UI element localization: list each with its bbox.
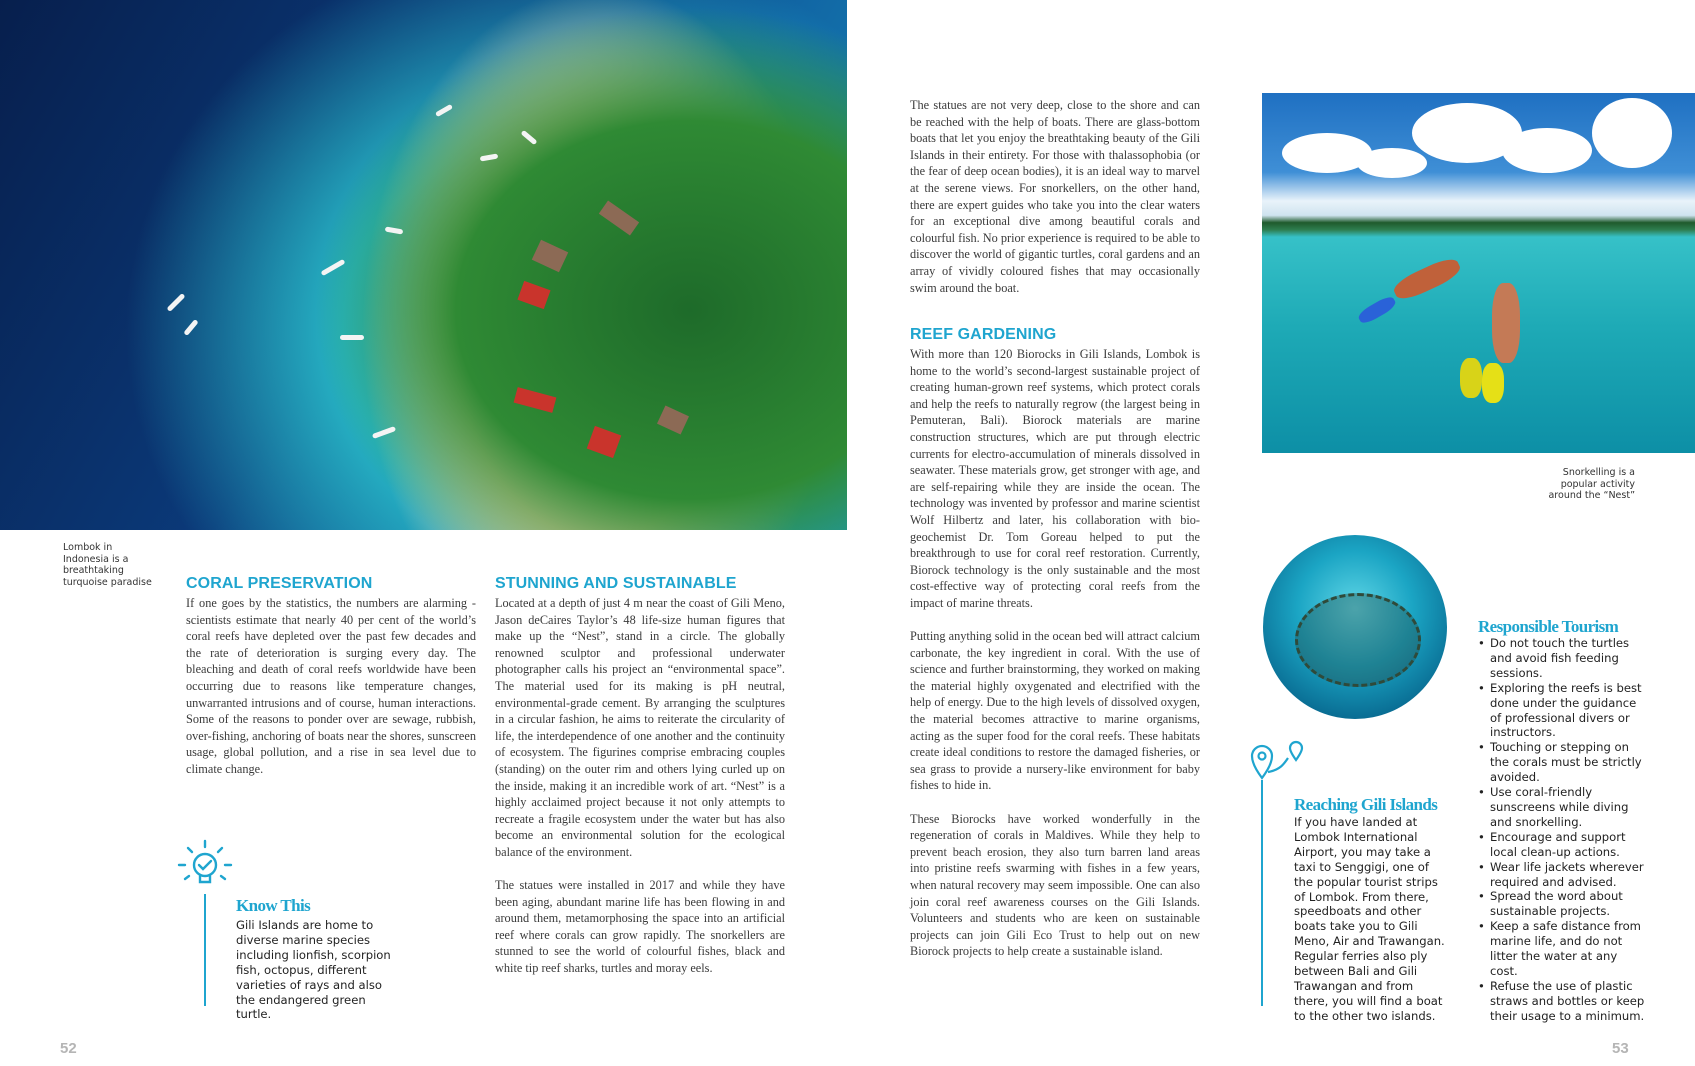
list-item: • Encourage and support local clean-up actions. bbox=[1478, 830, 1648, 860]
list-item: • Spread the word about sustainable projects. bbox=[1478, 889, 1648, 919]
page-number-left: 52 bbox=[60, 1040, 77, 1057]
aerial-beach-photo bbox=[0, 0, 847, 530]
snorkelling-photo-caption: Snorkelling is a popular activity around the “Nest” bbox=[1548, 467, 1635, 501]
list-item: • Do not touch the turtles and avoid fish feeding sessions. bbox=[1478, 636, 1648, 681]
list-item: • Exploring the reefs is best done under the guidance of professional divers or instructors. bbox=[1478, 681, 1648, 741]
reaching-rule bbox=[1261, 780, 1263, 1006]
coral-preservation-text bbox=[186, 595, 476, 794]
aerial-photo-caption: Lombok in Indonesia is a breathtaking turquoise paradise bbox=[63, 542, 152, 588]
responsible-tourism-list bbox=[1478, 636, 1648, 1024]
list-item: • Keep a safe distance from marine life, and do not litter the water at any cost. bbox=[1478, 919, 1648, 979]
map-pin-icon bbox=[1248, 740, 1308, 782]
stunning-text bbox=[495, 595, 785, 993]
right-intro-text bbox=[910, 97, 1200, 313]
coral-preservation-paragraph: If one goes by the statistics, the numbers are alarming - scientists estimate that nearly 40 per cent of the world’s coral reefs have depleted over the past few decades and the rate of deterioration is surging every day. The bleaching and death of coral reefs worldwide have been occurring due to reasons like temperature changes, unwarranted intrusions and of course, human interactions. Some of the reasons to ponder over are sewage, rubbish, over-fishing, anchoring of boats near the shores, sunscreen usage, global pollution, and a rise in sea level due to climate change. bbox=[186, 596, 476, 776]
know-this-heading: Know This bbox=[236, 896, 311, 915]
stunning-paragraph-1: Located at a depth of just 4 m near the coast of Gili Meno, Jason deCaires Taylor’s 48 life-size human figures that make up the “Nest”, stand in a circle. The globally renowned sculptor and professional underwater photographer calls his project an “environmental space”. The material used for its making is pH neutral, environmental-grade cement. By arranging the sculptures in a circular fashion, he aims to reiterate the circularity of life, the interdependence of one another and the continuity of ecosystem. The figurines comprise embracing couples (standing) on the outer rim and others lying curled up on the inside, making it an incredible work of art. “Nest” is a highly acclaimed project because it not only attempts to recreate a fragile ecosystem under the water but has also become an environmental solution for the ecological balance of the environment. bbox=[495, 596, 785, 859]
intro-paragraph: The statues are not very deep, close to the shore and can be reached with the help of boats. There are glass-bottom boats that let you enjoy the breathtaking beauty of the Gili Islands in their entirety. For those with thalassophobia (or the fear of deep ocean bodies), it is an ideal way to marvel at the serene views. For snorkellers, on the other hand, there are expert guides who take you into the clear waters for an exceptional dive among beautiful corals and colourful fish. No prior experience is required to be able to discover the world of gigantic turtles, coral gardens and an array of vividly coloured fishes that may occasionally swim around the boat. bbox=[910, 98, 1200, 295]
responsible-tourism-heading: Responsible Tourism bbox=[1478, 617, 1619, 636]
reef-paragraph-2: Putting anything solid in the ocean bed will attract calcium carbonate, the key ingredient in coral. With the use of science and further brainstorming, they worked on making the material highly oxygenated and electrified with the help of energy. Due to the high levels of dissolved oxygen, the material becomes attractive to marine organisms, acting as the super food for the coral reefs. These habitats create ideal conditions to restore the damaged fisheries, or sea grass to provide a nursery-like environment for baby fishes to hide in. bbox=[910, 629, 1200, 793]
lightbulb-icon bbox=[176, 838, 234, 896]
snorkelling-photo bbox=[1262, 93, 1695, 453]
reef-paragraph-3: These Biorocks have worked wonderfully in the regeneration of corals in Maldives. While they help to prevent beach erosion, they also turn barren land areas into pristine reefs swarming with fishes in a few years, when natural recovery may seem impossible. One can also join coral reef awareness courses on the Gili Islands. Volunteers and students who are keen on sustainable projects can join Gili Eco Trust to help out on new Biorock projects to help create a sustainable island. bbox=[910, 811, 1200, 959]
list-item: • Wear life jackets wherever required and advised. bbox=[1478, 860, 1648, 890]
know-this-text: Gili Islands are home to diverse marine species including lionfish, scorpion fish, octopus, different varieties of rays and also the endangered green turtle. bbox=[236, 918, 391, 1022]
know-this-rule bbox=[204, 894, 206, 1006]
page-number-right: 53 bbox=[1612, 1040, 1629, 1057]
reaching-text: If you have landed at Lombok International Airport, you may take a taxi to Senggigi, one of the popular tourist strips of Lombok. From there, speedboats and other boats take you to Gili Meno, Air and Trawangan. Regular ferries also ply between Bali and Gili Trawangan and from there, you will find a boat to the other two islands. bbox=[1294, 815, 1445, 1023]
list-item: • Use coral-friendly sunscreens while diving and snorkelling. bbox=[1478, 785, 1648, 830]
reaching-heading: Reaching Gili Islands bbox=[1294, 795, 1438, 814]
reef-paragraph-1: With more than 120 Biorocks in Gili Islands, Lombok is home to the world’s second-largest sustainable project of creating human-grown reef systems, which protect corals and help the reefs to naturally regrow (the largest being in Pemuteran, Bali). Biorock materials are marine construction structures, which are put through electric currents for electro-accumulation of minerals dissolved in seawater. These materials grow, get stronger with age, and are self-repairing while they are inside the ocean. The technology was invented by professor and marine scientist Wolf Hilbertz and later, his collaboration with bio-geochemist Dr. Tom Goreau helped to put the breakthrough to use for coral reef restoration. Currently, Biorock technology is the only sustainable and the most cost-effective way of protecting coral reefs from the impact of marine threats. bbox=[910, 347, 1200, 610]
nest-sculpture-photo bbox=[1263, 535, 1447, 719]
coral-preservation-heading: CORAL PRESERVATION bbox=[186, 575, 373, 592]
reef-gardening-heading: REEF GARDENING bbox=[910, 326, 1057, 343]
list-item: • Touching or stepping on the corals must be strictly avoided. bbox=[1478, 740, 1648, 785]
reef-gardening-text bbox=[910, 346, 1200, 977]
list-item: • Refuse the use of plastic straws and bottles or keep their usage to a minimum. bbox=[1478, 979, 1648, 1024]
stunning-heading: STUNNING AND SUSTAINABLE bbox=[495, 575, 737, 592]
stunning-paragraph-2: The statues were installed in 2017 and while they have been aging, abundant marine life has been flowing in and around them, metamorphosing the space into an artificial reef where corals can grow rapidly. The snorkellers are stunned to see the world of colourful fishes, black and white tip reef sharks, turtles and moray eels. bbox=[495, 878, 785, 976]
